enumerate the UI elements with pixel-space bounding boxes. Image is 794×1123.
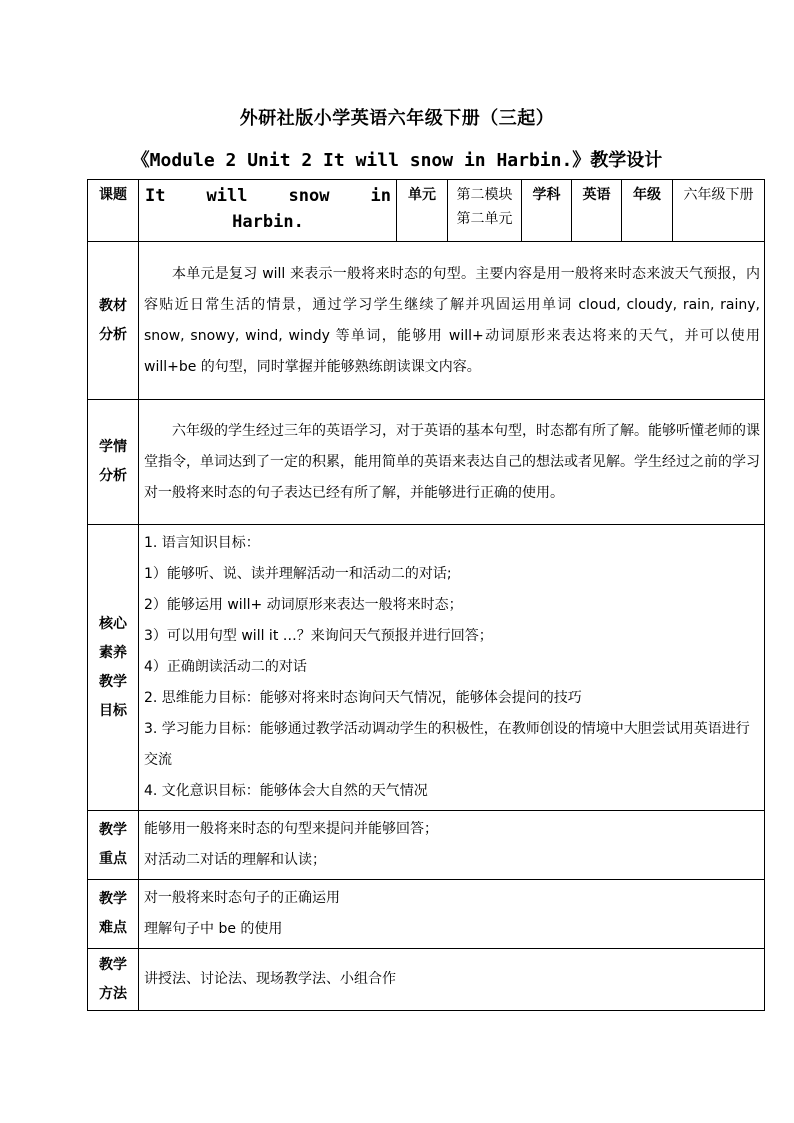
material-analysis-row [88, 242, 765, 400]
subject-value: 英语 [572, 180, 622, 242]
topic-label: 课题 [88, 180, 139, 242]
key-points-list [139, 811, 765, 880]
header-row [88, 180, 765, 242]
lesson-plan-table [87, 179, 765, 1011]
grade-label: 年级 [622, 180, 673, 242]
goal-item: 2）能够运用 will+ 动词原形来表达一般将来时态； [144, 597, 463, 613]
goal-item: 4）正确朗读活动二的对话 [144, 659, 307, 675]
difficulties-list [139, 880, 765, 949]
unit-label: 单元 [397, 180, 448, 242]
subject-label: 学科 [522, 180, 572, 242]
grade-value: 六年级下册 [673, 180, 765, 242]
difficulty-item: 对一般将来时态句子的正确运用 [144, 890, 340, 906]
document-subtitle: 《Module 2 Unit 2 It will snow in Harbin.》教学设计 [131, 150, 663, 171]
core-goals-label: 核心 素养 教学 目标 [88, 525, 139, 811]
topic-line-2: Harbin. [232, 212, 304, 232]
difficulties-label: 教学 难点 [88, 880, 139, 949]
core-goals-row [88, 525, 765, 811]
methods-row [88, 949, 765, 1011]
unit-value [448, 180, 522, 242]
unit-line-1: 第二模块 [456, 187, 513, 203]
goal-item: 3. 学习能力目标：能够通过教学活动调动学生的积极性，在教师创设的情境中大胆尝试用英语进行交流 [144, 721, 750, 768]
methods-text: 讲授法、讨论法、现场教学法、小组合作 [139, 949, 765, 1011]
topic-value [139, 180, 397, 242]
goal-item: 2. 思维能力目标：能够对将来时态询问天气情况，能够体会提问的技巧 [144, 690, 582, 706]
student-analysis-text: 六年级的学生经过三年的英语学习，对于英语的基本句型，时态都有所了解。能够听懂老师的课堂指令，单词达到了一定的积累，能用简单的英语来表达自己的想法或者见解。学生经过之前的学习对一般将来时态的句子表达已经有所了解，并能够进行正确的使用。 [139, 400, 765, 525]
goal-item: 3）可以用句型 will it …？来询问天气预报并进行回答； [144, 628, 493, 644]
goal-item: 1）能够听、说、读并理解活动一和活动二的对话; [144, 566, 452, 582]
material-analysis-text: 本单元是复习 will 来表示一般将来时态的句型。主要内容是用一般将来时态来波天气预报，内容贴近日常生活的情景，通过学习学生继续了解并巩固运用单词 cloud, cloudy, rain, rainy, snow, snowy, wind, windy 等单词，能够用 will+动词原形来表达将来的天气，并可以使用 will+be 的句型，同时掌握并能够熟练朗读课文内容。 [139, 242, 765, 400]
unit-line-2: 第二单元 [456, 211, 513, 227]
key-point-item: 对活动二对话的理解和认读； [144, 852, 326, 868]
key-points-label: 教学 重点 [88, 811, 139, 880]
goal-item: 1. 语言知识目标： [144, 535, 260, 551]
methods-label: 教学 方法 [88, 949, 139, 1011]
material-analysis-label: 教材 分析 [88, 242, 139, 400]
goal-item: 4. 文化意识目标：能够体会大自然的天气情况 [144, 783, 428, 799]
core-goals-list [139, 525, 765, 811]
key-point-item: 能够用一般将来时态的句型来提问并能够回答； [144, 821, 438, 837]
document-title: 外研社版小学英语六年级下册（三起） [239, 108, 555, 129]
topic-line-1: It will snow in [145, 186, 391, 206]
student-analysis-row [88, 400, 765, 525]
key-points-row [88, 811, 765, 880]
student-analysis-label: 学情 分析 [88, 400, 139, 525]
difficulties-row [88, 880, 765, 949]
difficulty-item: 理解句子中 be 的使用 [144, 921, 283, 937]
